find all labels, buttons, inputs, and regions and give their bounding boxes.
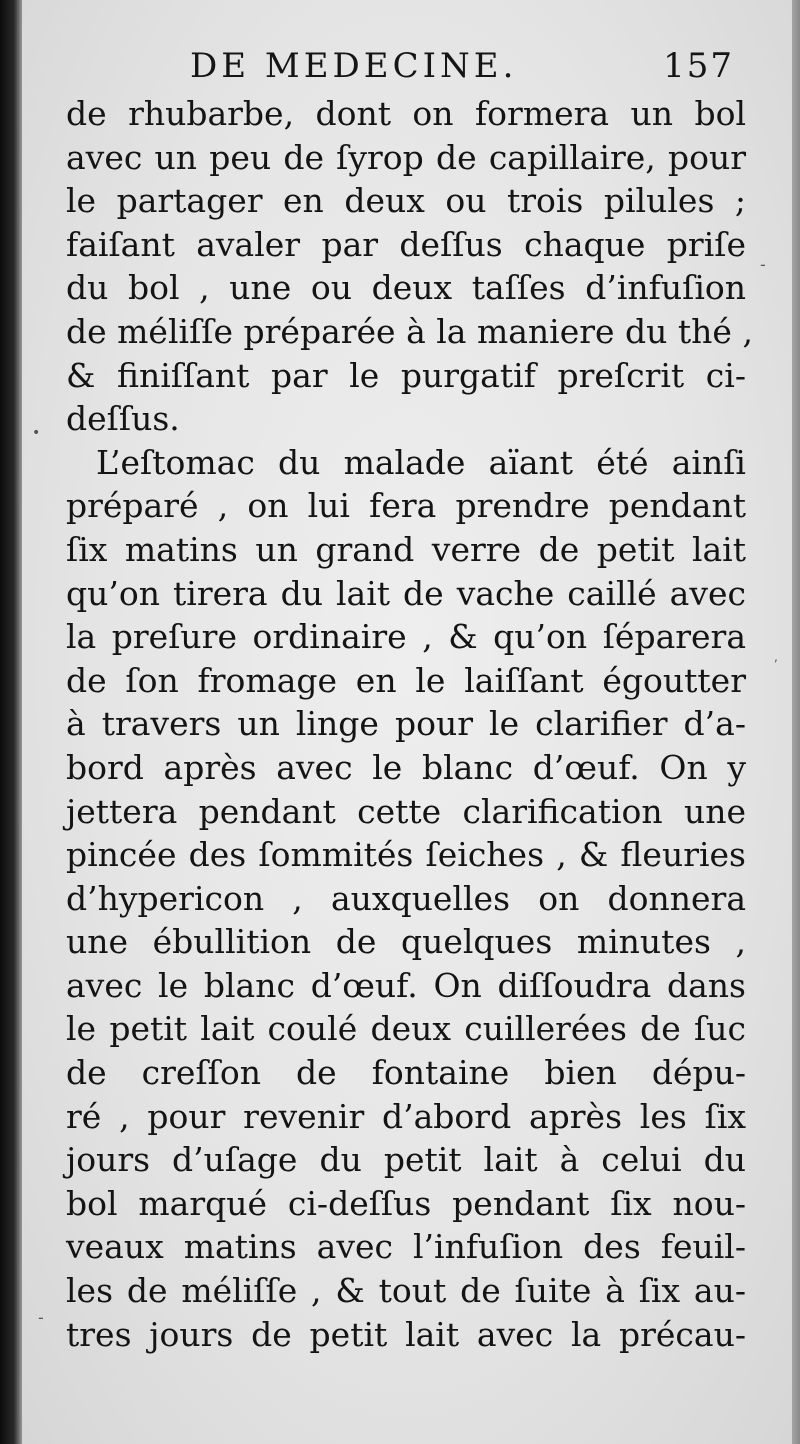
text-line: bord après avec le blanc d’œuf. On y — [66, 747, 746, 787]
ink-speck: , — [774, 650, 778, 664]
text-line: de ſon fromage en le laiſſant égoutter — [66, 660, 746, 700]
text-line: qu’on tirera du lait de vache caillé avec — [66, 573, 746, 613]
text-line: avec le blanc d’œuf. On diſſoudra dans — [66, 965, 746, 1005]
text-line: deſſus. — [66, 399, 180, 439]
text-line: la preſure ordinaire , & qu’on ſéparera — [66, 617, 746, 657]
text-line: de creſſon de fontaine bien dépu- — [66, 1053, 746, 1093]
page-number: 157 — [663, 46, 734, 86]
text-line: avec un peu de ſyrop de capillaire, pour — [66, 137, 746, 177]
text-line: tres jours de petit lait avec la précau- — [66, 1314, 746, 1354]
text-line: préparé , on lui fera prendre pendant — [66, 486, 746, 526]
text-line: ſix matins un grand verre de petit lait — [66, 529, 746, 569]
text-line: de rhubarbe, dont on formera un bol — [66, 94, 746, 133]
text-line: L’eſtomac du malade aïant été ainſi — [96, 442, 746, 482]
paragraph — [66, 441, 746, 1356]
book-page — [22, 0, 792, 1444]
text-line: jettera pendant cette clarification une — [66, 791, 746, 831]
text-line: une ébullition de quelques minutes , — [66, 922, 746, 962]
text-line: veaux matins avec l’infuſion des feuil- — [66, 1227, 746, 1267]
text-line: à travers un linge pour le clarifier d’a- — [66, 704, 746, 744]
ink-speck: - — [760, 255, 766, 274]
text-line: d’hypericon , auxquelles on donnera — [66, 878, 746, 918]
text-line: du bol , une ou deux taſſes d’infuſion — [66, 268, 746, 308]
text-line: le partager en deux ou trois pilules ; — [66, 181, 746, 221]
text-line: faiſant avaler par deſſus chaque priſe — [66, 224, 746, 264]
ink-speck: • — [32, 425, 41, 441]
paragraph — [66, 92, 753, 441]
text-line: de méliſſe préparée à la maniere du thé , — [66, 311, 753, 351]
running-title: DE MEDECINE. — [190, 46, 518, 86]
text-line: & finiſſant par le purgatif preſcrit ci- — [66, 355, 746, 395]
ink-speck: - — [38, 1308, 44, 1327]
page-header — [22, 42, 792, 92]
text-line: pincée des ſommités ſeiches , & fleuries — [66, 835, 746, 875]
text-line: les de méliſſe , & tout de ſuite à ſix au- — [66, 1271, 746, 1311]
text-line: jours d’uſage du petit lait à celui du — [66, 1140, 746, 1180]
text-line: ré , pour revenir d’abord après les ſix — [66, 1096, 746, 1136]
text-line: bol marqué ci-deſſus pendant ſix nou- — [66, 1183, 746, 1223]
text-line: le petit lait coulé deux cuillerées de ſuc — [66, 1009, 746, 1049]
body-text — [66, 92, 753, 1356]
